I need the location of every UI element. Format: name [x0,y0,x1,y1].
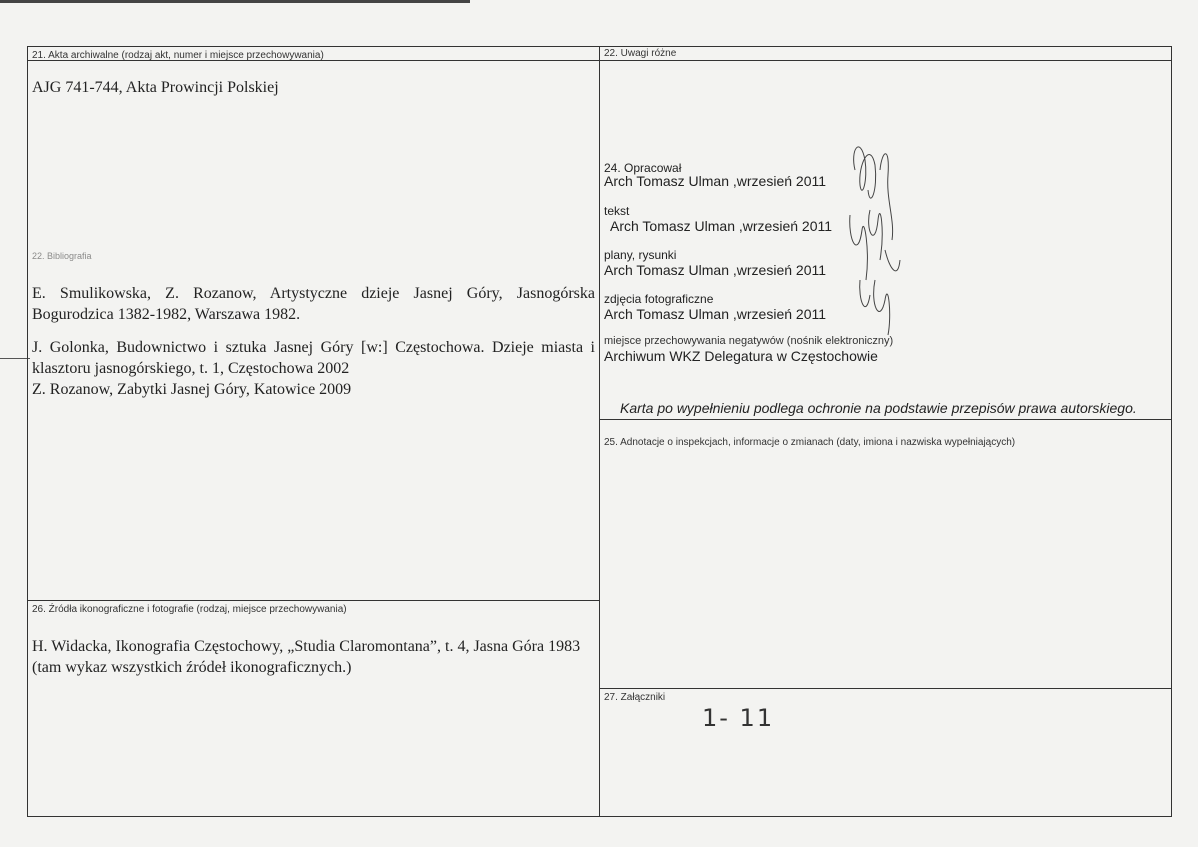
section-27-label: 27. Załączniki [604,692,666,703]
scan-edge-artifact [0,0,470,3]
drawings-label: plany, rysunki [604,248,677,262]
bibliography-list [32,283,595,400]
margin-dash [0,358,30,359]
section-24-label: 24. Opracował [604,161,682,175]
bibliography-entry: J. Golonka, Budownictwo i sztuka Jasnej Góry [w:] Częstochowa. Dzieje miasta i klasztoru jasnogórskiego, t. 1, Częstochowa 2002 [32,339,595,377]
column-divider [599,46,600,817]
archival-records-text: AJG 741-744, Akta Prowincji Polskiej [32,79,279,96]
section-26-label: 26. Źródła ikonograficzne i fotografie (rodzaj, miejsce przechowywania) [32,604,347,615]
text-author-value: Arch Tomasz Ulman ,wrzesień 2011 [610,218,833,234]
section-26-divider [27,600,600,601]
drawings-author-value: Arch Tomasz Ulman ,wrzesień 2011 [604,262,827,278]
section-25-divider [599,419,1172,420]
text-label: tekst [604,204,630,218]
attachments-handwritten-value: 1- 11 [702,704,775,732]
negatives-location-label: miejsce przechowywania negatywów (nośnik elektroniczny) [604,335,894,347]
signature-mark [840,130,910,345]
section-27-divider [599,688,1172,689]
copyright-note: Karta po wypełnieniu podlega ochronie na podstawie przepisów prawa autorskiego. [620,400,1137,416]
bibliography-entry: Z. Rozanow, Zabytki Jasnej Góry, Katowice 2009 [32,381,352,398]
photos-label: zdjęcia fotograficzne [604,292,714,306]
section-25-label: 25. Adnotacje o inspekcjach, informacje o zmianach (daty, imiona i nazwiska wypełniających) [604,437,1016,448]
photos-author-value: Arch Tomasz Ulman ,wrzesień 2011 [604,306,827,322]
section-21-label: 21. Akta archiwalne (rodzaj akt, numer i miejsce przechowywania) [32,50,324,61]
author-value: Arch Tomasz Ulman ,wrzesień 2011 [604,173,827,189]
iconographic-sources-text: H. Widacka, Ikonografia Częstochowy, „Studia Claromontana”, t. 4, Jasna Góra 1983 (tam wykaz wszystkich źródeł ikonograficznych.) [32,638,581,676]
bibliography-label: 22. Bibliografia [32,251,92,261]
section-22-label: 22. Uwagi różne [604,48,677,59]
bibliography-entry: E. Smulikowska, Z. Rozanow, Artystyczne dzieje Jasnej Góry, Jasnogórska Bogurodzica 1382-1982, Warszawa 1982. [32,285,595,323]
negatives-location-value: Archiwum WKZ Delegatura w Częstochowie [604,348,878,364]
